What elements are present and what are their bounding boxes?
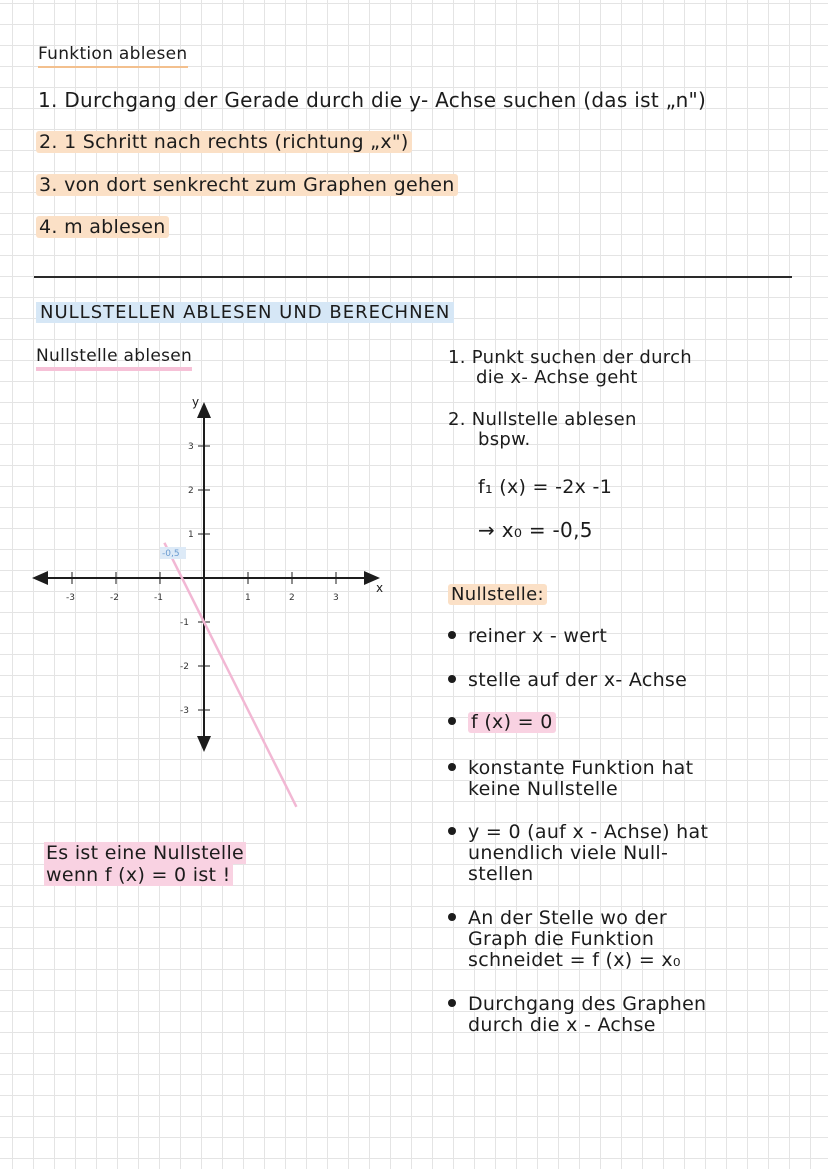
bullet-item: f (x) = 0 — [448, 712, 556, 733]
step-2: 2. 1 Schritt nach rechts (richtung „x") — [36, 131, 412, 153]
section-title-funktion-ablesen: Funktion ablesen — [38, 44, 188, 68]
bullet-dot — [448, 763, 456, 771]
x-tick-label: 2 — [289, 593, 295, 603]
x-tick-label: -3 — [66, 593, 75, 603]
y-axis-label: y — [192, 395, 200, 409]
function-graph — [28, 392, 398, 812]
y-tick-label: -1 — [180, 618, 189, 628]
y-tick-label: -2 — [180, 662, 189, 672]
right-step-2-line2: bspw. — [478, 429, 531, 450]
step-1: 1. Durchgang der Gerade durch die y- Achse suchen (das ist „n") — [38, 88, 707, 112]
bullet-item: An der Stelle wo der Graph die Funktion schneidet = f (x) = x₀ — [448, 908, 681, 971]
x-axis-left-arrow — [32, 571, 48, 585]
bullet-item: stelle auf der x- Achse — [448, 670, 687, 691]
y-tick-label: 1 — [188, 530, 194, 540]
y-tick-label: 3 — [188, 442, 194, 452]
bullet-dot — [448, 717, 456, 725]
right-step-1 — [448, 348, 692, 388]
section-divider — [34, 276, 792, 278]
zero-annotation: -0,5 — [162, 549, 180, 559]
bullet-dot — [448, 675, 456, 683]
bullet-dot — [448, 999, 456, 1007]
bullet-dot — [448, 913, 456, 921]
right-step-2 — [448, 410, 637, 450]
right-step-1-line2: die x- Achse geht — [476, 367, 638, 388]
note-line-2: wenn f (x) = 0 ist ! — [46, 864, 231, 886]
nullstelle-heading: Nullstelle: — [448, 584, 547, 605]
step-3: 3. von dort senkrecht zum Graphen gehen — [36, 174, 458, 196]
x-tick-label: -2 — [110, 593, 119, 603]
y-tick-label: -3 — [180, 706, 189, 716]
step-4: 4. m ablesen — [36, 216, 169, 238]
x-tick-label: 1 — [245, 593, 251, 603]
nullstelle-note — [44, 842, 246, 886]
subtitle-nullstelle-ablesen: Nullstelle ablesen — [36, 346, 192, 371]
x-axis-label: x — [376, 581, 384, 595]
function-line — [164, 543, 296, 807]
example-result: → x₀ = -0,5 — [478, 518, 593, 542]
right-step-1-line1: 1. Punkt suchen der durch — [448, 347, 693, 368]
right-step-2-line1: 2. Nullstelle ablesen — [448, 409, 637, 430]
bullet-dot — [448, 631, 456, 639]
section-title-nullstellen: NULLSTELLEN ABLESEN UND BERECHNEN — [36, 302, 454, 323]
bullet-item: reiner x - wert — [448, 626, 607, 647]
bullet-item: y = 0 (auf x - Achse) hat unendlich viele Null- stellen — [448, 822, 708, 885]
y-tick-label: 2 — [188, 486, 194, 496]
bullet-item: Durchgang des Graphen durch die x - Achse — [448, 994, 706, 1036]
x-tick-label: 3 — [333, 593, 339, 603]
bullet-item: konstante Funktion hat keine Nullstelle — [448, 758, 693, 800]
example-formula: f₁ (x) = -2x -1 — [478, 476, 613, 498]
y-axis-bottom-arrow — [197, 736, 211, 752]
note-line-1: Es ist eine Nullstelle — [46, 842, 245, 864]
x-tick-label: -1 — [154, 593, 163, 603]
bullet-dot — [448, 827, 456, 835]
